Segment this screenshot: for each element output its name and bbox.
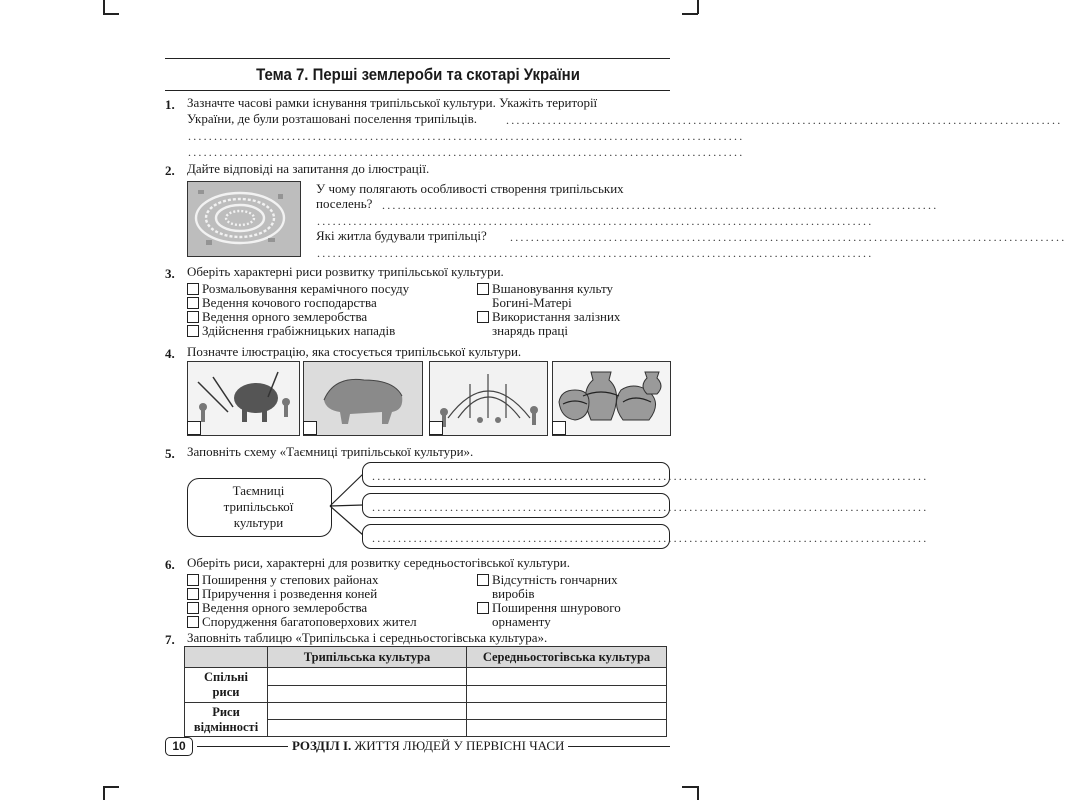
table-header-sredny-stih: Середньостогівська культура [467,647,667,668]
answer-line[interactable]: ........................................................................................................... [510,230,1066,244]
answer-line[interactable]: ........................................................................................................... [317,214,874,228]
checkbox[interactable] [187,283,199,295]
page-title-text: Тема 7. Перші землероби та скотарі України [255,65,580,84]
row-header-differences-line1: Риси [212,704,240,719]
answer-line[interactable]: ........................................................................................................... [317,246,874,260]
answer-line[interactable]: ........................................................................................................... [506,113,1063,127]
row-header-differences [185,703,268,737]
mammoth-hunt-image [187,361,300,436]
table-cell[interactable] [467,686,667,703]
section-title-rest: ЖИТТЯ ЛЮДЕЙ У ПЕРВІСНІ ЧАСИ [351,738,565,753]
row-header-common-line1: Спільні [203,670,248,684]
section-title-bold: РОЗДІЛ І. [292,738,352,753]
task-1-number: 1. [165,97,175,112]
task-1-text-line2: України, де були розташовані поселення трипільців. [187,111,477,126]
table-cell[interactable] [268,686,467,703]
option-label: Спорудження багатоповерхових жител [202,614,417,629]
comparison-table [184,646,667,737]
checkbox[interactable] [477,574,489,586]
task-4-number: 4. [165,346,175,361]
answer-line: ........................................................................................................... [372,469,929,483]
option-label: Вшановування культу [492,281,613,296]
checkbox[interactable] [187,602,199,614]
checkbox[interactable] [477,602,489,614]
table-cell[interactable] [467,668,667,686]
painted-pottery-image [552,361,671,436]
task-2-text: Дайте відповіді на запитання до ілюстрації. [187,161,430,176]
option-label: Ведення кочового господарства [202,295,377,310]
option-label: Богині-Матері [492,295,572,310]
crop-mark [682,13,698,15]
answer-line[interactable]: ........................................................................................................... [188,145,745,159]
option-label: Відсутність гончарних [492,572,618,587]
scheme-center-line2: трипільської [223,499,294,514]
table-cell[interactable] [467,703,667,720]
illustration-checkbox[interactable] [429,421,443,435]
option-label: орнаменту [492,614,551,629]
scheme-center-line3: культури [233,515,284,530]
task-5-number: 5. [165,446,175,461]
answer-line: ........................................................................................................... [372,531,929,545]
option-label: Використання залізних [492,309,621,324]
crop-mark [682,786,698,788]
task-2-number: 2. [165,163,175,178]
checkbox[interactable] [477,311,489,323]
illustration-checkbox[interactable] [552,421,566,435]
table-corner-cell [185,647,268,668]
checkbox[interactable] [477,283,489,295]
option-label: Ведення орного землеробства [202,309,368,324]
option-label: Приручення і розведення коней [202,586,378,601]
checkbox[interactable] [187,574,199,586]
option-label: знарядь праці [492,323,568,338]
table-cell[interactable] [268,720,467,737]
settlement-aerial-image [187,181,301,257]
table-header-trypillia: Трипільська культура [268,647,467,668]
task-5-text: Заповніть схему «Таємниці трипільської культури». [187,444,474,459]
crop-mark [697,786,699,800]
table-cell[interactable] [467,720,667,737]
answer-line[interactable]: ........................................................................................................... [382,198,939,212]
answer-line[interactable]: ........................................................................................................... [188,129,745,143]
crop-mark [103,13,119,15]
task-2-question-1-line2: поселень? [316,196,373,211]
option-label: Здійснення грабіжницьких нападів [202,323,396,338]
table-cell[interactable] [268,668,467,686]
bison-cave-painting-image [303,361,423,436]
task-1-text-line1: Зазначте часові рамки існування трипільської культури. Укажіть території [187,95,598,110]
checkbox[interactable] [187,588,199,600]
illustration-checkbox[interactable] [187,421,201,435]
task-7-text: Заповніть таблицю «Трипільська і середньостогівська культура». [187,630,548,645]
page-number: 10 [165,737,193,756]
task-6-number: 6. [165,557,175,572]
table-cell[interactable] [268,703,467,720]
option-label: Розмальовування керамічного посуду [202,281,410,296]
illustration-checkbox[interactable] [303,421,317,435]
row-header-common-line2: риси [212,685,240,699]
checkbox[interactable] [187,325,199,337]
option-label: Поширення у степових районах [202,572,379,587]
task-4-text: Позначте ілюстрацію, яка стосується трипільської культури. [187,344,522,359]
crop-mark [103,0,105,14]
scheme-center-line1: Таємниці [232,483,285,498]
task-7-number: 7. [165,632,175,647]
page-title [165,58,670,91]
crop-mark [103,786,119,788]
scheme-connectors [330,460,365,560]
crop-mark [103,786,105,800]
option-label: Поширення шнурового [492,600,621,615]
crop-mark [697,0,699,14]
task-2-question-2: Які житла будували трипільці? [316,228,487,243]
task-3-text: Оберіть характерні риси розвитку трипільської культури. [187,264,504,279]
checkbox[interactable] [187,311,199,323]
section-title [288,738,568,754]
row-header-common [185,668,268,703]
row-header-differences-line2: відмінності [193,719,259,734]
task-6-text: Оберіть риси, характерні для розвитку середньостогівської культури. [187,555,570,570]
task-3-number: 3. [165,266,175,281]
checkbox[interactable] [187,616,199,628]
task-2-question-1-line1: У чому полягають особливості створення трипільських [316,181,624,196]
option-label: Ведення орного землеробства [202,600,368,615]
dwelling-building-image [429,361,548,436]
option-label: виробів [492,586,535,601]
answer-line: ........................................................................................................... [372,500,929,514]
checkbox[interactable] [187,297,199,309]
